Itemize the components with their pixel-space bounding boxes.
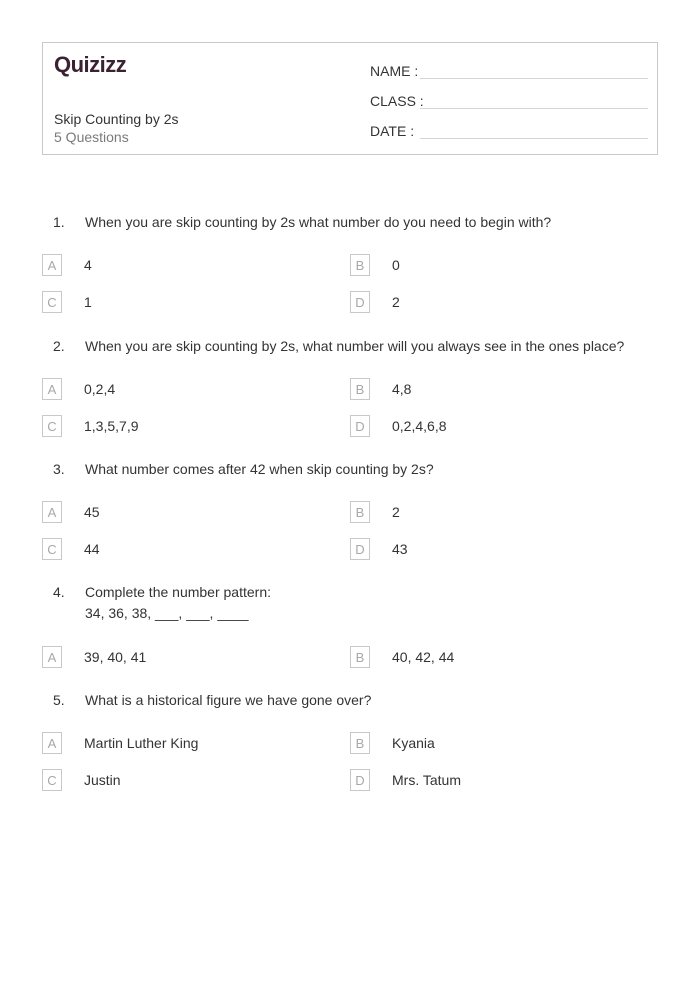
option-a[interactable] (42, 646, 146, 668)
option-text: 4,8 (392, 381, 412, 397)
option-letter-box: B (350, 501, 370, 523)
question-text: When you are skip counting by 2s, what number will you always see in the ones place? (85, 338, 625, 354)
option-a[interactable] (42, 254, 92, 276)
option-letter-box: A (42, 378, 62, 400)
option-letter-box: C (42, 291, 62, 313)
option-letter-box: A (42, 732, 62, 754)
option-letter-box: B (350, 732, 370, 754)
date-label: DATE : (370, 123, 415, 139)
option-text: Martin Luther King (84, 735, 199, 751)
option-text: 0 (392, 257, 400, 273)
question-number: 2. (53, 338, 65, 354)
option-letter-box: A (42, 254, 62, 276)
option-letter-box: A (42, 501, 62, 523)
option-text: 1 (84, 294, 92, 310)
option-text: 44 (84, 541, 100, 557)
option-letter-box: D (350, 538, 370, 560)
question-text: Complete the number pattern: (85, 584, 271, 600)
option-letter-box: C (42, 415, 62, 437)
option-letter-box: D (350, 415, 370, 437)
question-number: 5. (53, 692, 65, 708)
date-field[interactable] (370, 120, 648, 140)
date-input-line[interactable] (420, 138, 648, 139)
option-letter-box: C (42, 769, 62, 791)
option-text: 0,2,4 (84, 381, 116, 397)
option-c[interactable] (42, 769, 121, 791)
option-b[interactable] (350, 646, 454, 668)
question-number: 1. (53, 214, 65, 230)
class-input-line[interactable] (420, 108, 648, 109)
option-text: 2 (392, 294, 400, 310)
option-d[interactable] (350, 415, 447, 437)
option-text: 39, 40, 41 (84, 649, 147, 665)
option-text: Kyania (392, 735, 435, 751)
option-c[interactable] (42, 538, 100, 560)
option-text: 2 (392, 504, 400, 520)
option-letter-box: C (42, 538, 62, 560)
worksheet-header (42, 42, 658, 155)
option-letter-box: A (42, 646, 62, 668)
option-letter-box: B (350, 254, 370, 276)
class-field[interactable] (370, 90, 648, 110)
option-b[interactable] (350, 732, 435, 754)
name-label: NAME : (370, 63, 419, 79)
option-text: 45 (84, 504, 100, 520)
quiz-title: Skip Counting by 2s (54, 111, 179, 127)
option-letter-box: B (350, 646, 370, 668)
question-number: 3. (53, 461, 65, 477)
quizizz-logo: Quizizz (54, 52, 127, 77)
option-text: 40, 42, 44 (392, 649, 455, 665)
question-text: When you are skip counting by 2s what number do you need to begin with? (85, 214, 552, 230)
option-text: 1,3,5,7,9 (84, 418, 139, 434)
question-text: What is a historical figure we have gone over? (85, 692, 372, 708)
option-letter-box: B (350, 378, 370, 400)
option-letter-box: D (350, 769, 370, 791)
option-text: 0,2,4,6,8 (392, 418, 447, 434)
class-label: CLASS : (370, 93, 424, 109)
option-b[interactable] (350, 378, 411, 400)
number-pattern: 34, 36, 38, ___, ___, ____ (85, 605, 249, 621)
option-a[interactable] (42, 501, 100, 523)
option-c[interactable] (42, 415, 139, 437)
option-text: Mrs. Tatum (392, 772, 461, 788)
option-b[interactable] (350, 254, 400, 276)
option-d[interactable] (350, 291, 400, 313)
option-d[interactable] (350, 769, 461, 791)
option-letter-box: D (350, 291, 370, 313)
option-text: 4 (84, 257, 92, 273)
question-number: 4. (53, 584, 65, 600)
option-text: Justin (84, 772, 121, 788)
option-b[interactable] (350, 501, 400, 523)
option-a[interactable] (42, 378, 115, 400)
option-c[interactable] (42, 291, 92, 313)
option-text: 43 (392, 541, 408, 557)
question-text: What number comes after 42 when skip counting by 2s? (85, 461, 434, 477)
question-count: 5 Questions (54, 129, 129, 145)
name-input-line[interactable] (420, 78, 648, 79)
option-a[interactable] (42, 732, 198, 754)
option-d[interactable] (350, 538, 408, 560)
quiz-title-block (54, 110, 179, 146)
name-field[interactable] (370, 60, 648, 80)
